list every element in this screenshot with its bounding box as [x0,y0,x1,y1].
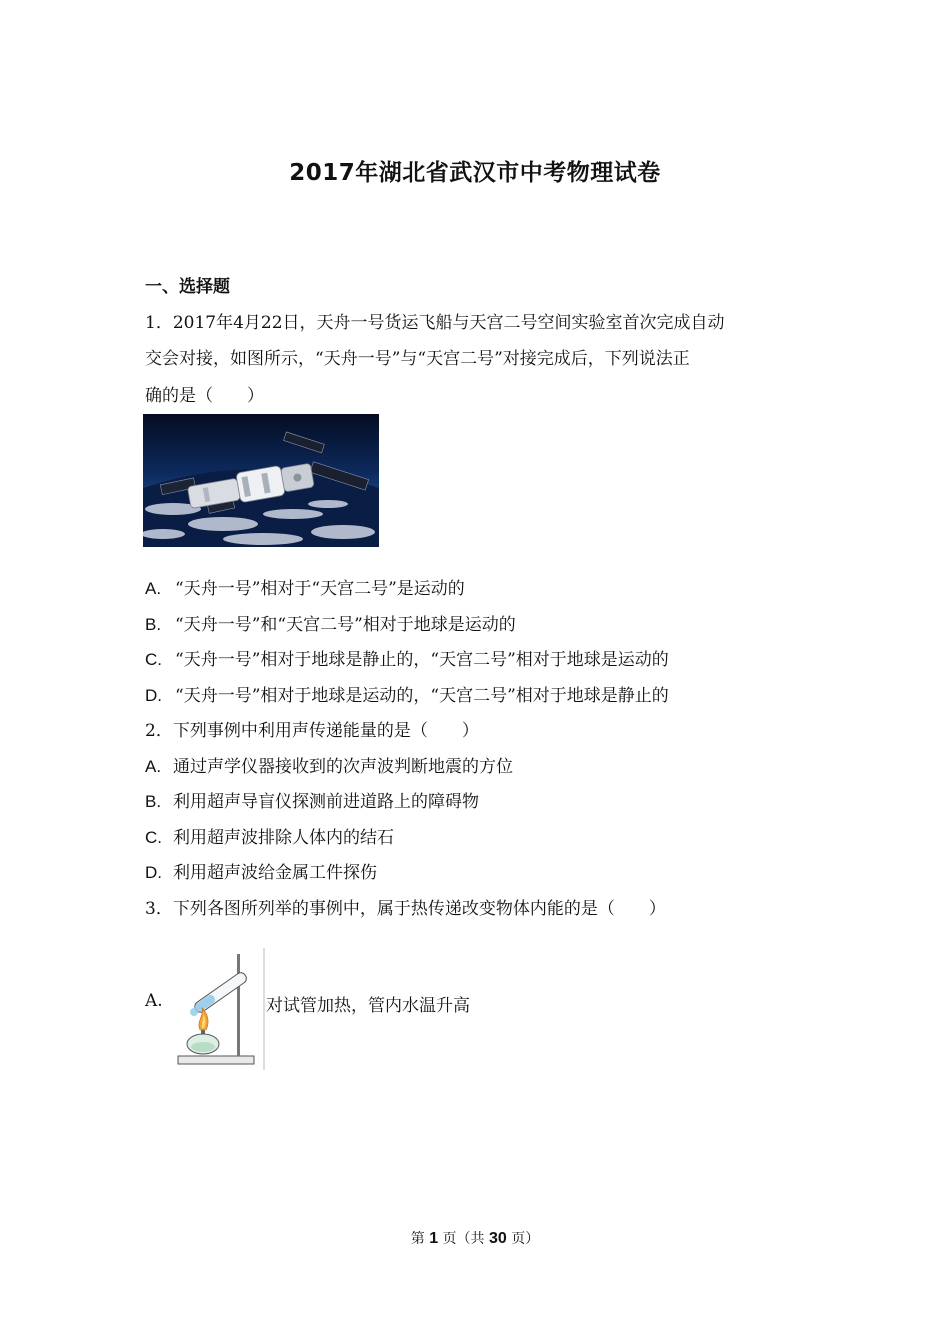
q2-option-a[interactable] [145,752,513,777]
q2-option-c[interactable] [145,823,394,848]
q2-option-c-text: 利用超声波排除人体内的结石 [173,828,394,848]
q1-option-c-letter: C. [145,650,162,669]
q1-option-b-text: “天舟一号”和“天宫二号”相对于地球是运动的 [175,615,516,635]
footer-page-number: 1 [429,1230,439,1247]
q1-stem-line3: 确的是（ ） [145,386,264,406]
section-heading: 一、选择题 [145,277,230,297]
q2-option-d[interactable] [145,858,377,883]
q3-option-a-text: 对试管加热，管内水温升高 [266,996,470,1016]
q2-option-c-letter: C. [145,828,162,847]
q1-option-d[interactable] [145,681,669,706]
q2-option-d-letter: D. [145,863,162,882]
footer-mid: 页（共 [438,1231,489,1247]
q1-option-b[interactable] [145,610,516,635]
q1-option-c-text: “天舟一号”相对于地球是静止的，“天宫二号”相对于地球是运动的 [175,650,669,670]
page-footer [0,1228,950,1248]
q2-option-a-letter: A. [145,757,162,776]
q2-option-d-text: 利用超声波给金属工件探伤 [173,863,377,883]
q1-option-d-letter: D. [145,686,162,705]
space-station-image [143,414,379,547]
footer-suffix: 页） [506,1231,540,1247]
q2-option-b[interactable] [145,787,479,812]
q2-stem: 2．下列事例中利用声传递能量的是（ ） [145,721,479,741]
q2-option-b-text: 利用超声导盲仪探测前进道路上的障碍物 [173,792,479,812]
q1-stem-line2: 交会对接，如图所示，“天舟一号”与“天宫二号”对接完成后，下列说法正 [145,349,690,369]
q1-option-a-text: “天舟一号”相对于“天宫二号”是运动的 [175,579,465,599]
q2-option-a-text: 通过声学仪器接收到的次声波判断地震的方位 [173,757,513,777]
space-station-illustration [143,414,379,547]
footer-total-pages: 30 [489,1230,507,1247]
q2-option-b-letter: B. [145,792,162,811]
q3-option-a-letter[interactable]: A. [145,991,163,1011]
q1-option-c[interactable] [145,645,669,670]
q1-stem-line1: 1．2017年4月22日，天舟一号货运飞船与天宫二号空间实验室首次完成自动 [145,313,725,333]
page-title: 2017年湖北省武汉市中考物理试卷 [289,160,661,186]
footer-prefix: 第 [410,1231,430,1247]
q3-stem: 3．下列各图所列举的事例中，属于热传递改变物体内能的是（ ） [145,899,666,919]
q1-option-a[interactable] [145,574,465,599]
q1-option-b-letter: B. [145,615,162,634]
q1-option-d-text: “天舟一号”相对于地球是运动的，“天宫二号”相对于地球是静止的 [175,686,669,706]
test-tube-heating-illustration [170,948,266,1070]
test-tube-heating-image [170,948,266,1070]
q1-option-a-letter: A. [145,579,162,598]
